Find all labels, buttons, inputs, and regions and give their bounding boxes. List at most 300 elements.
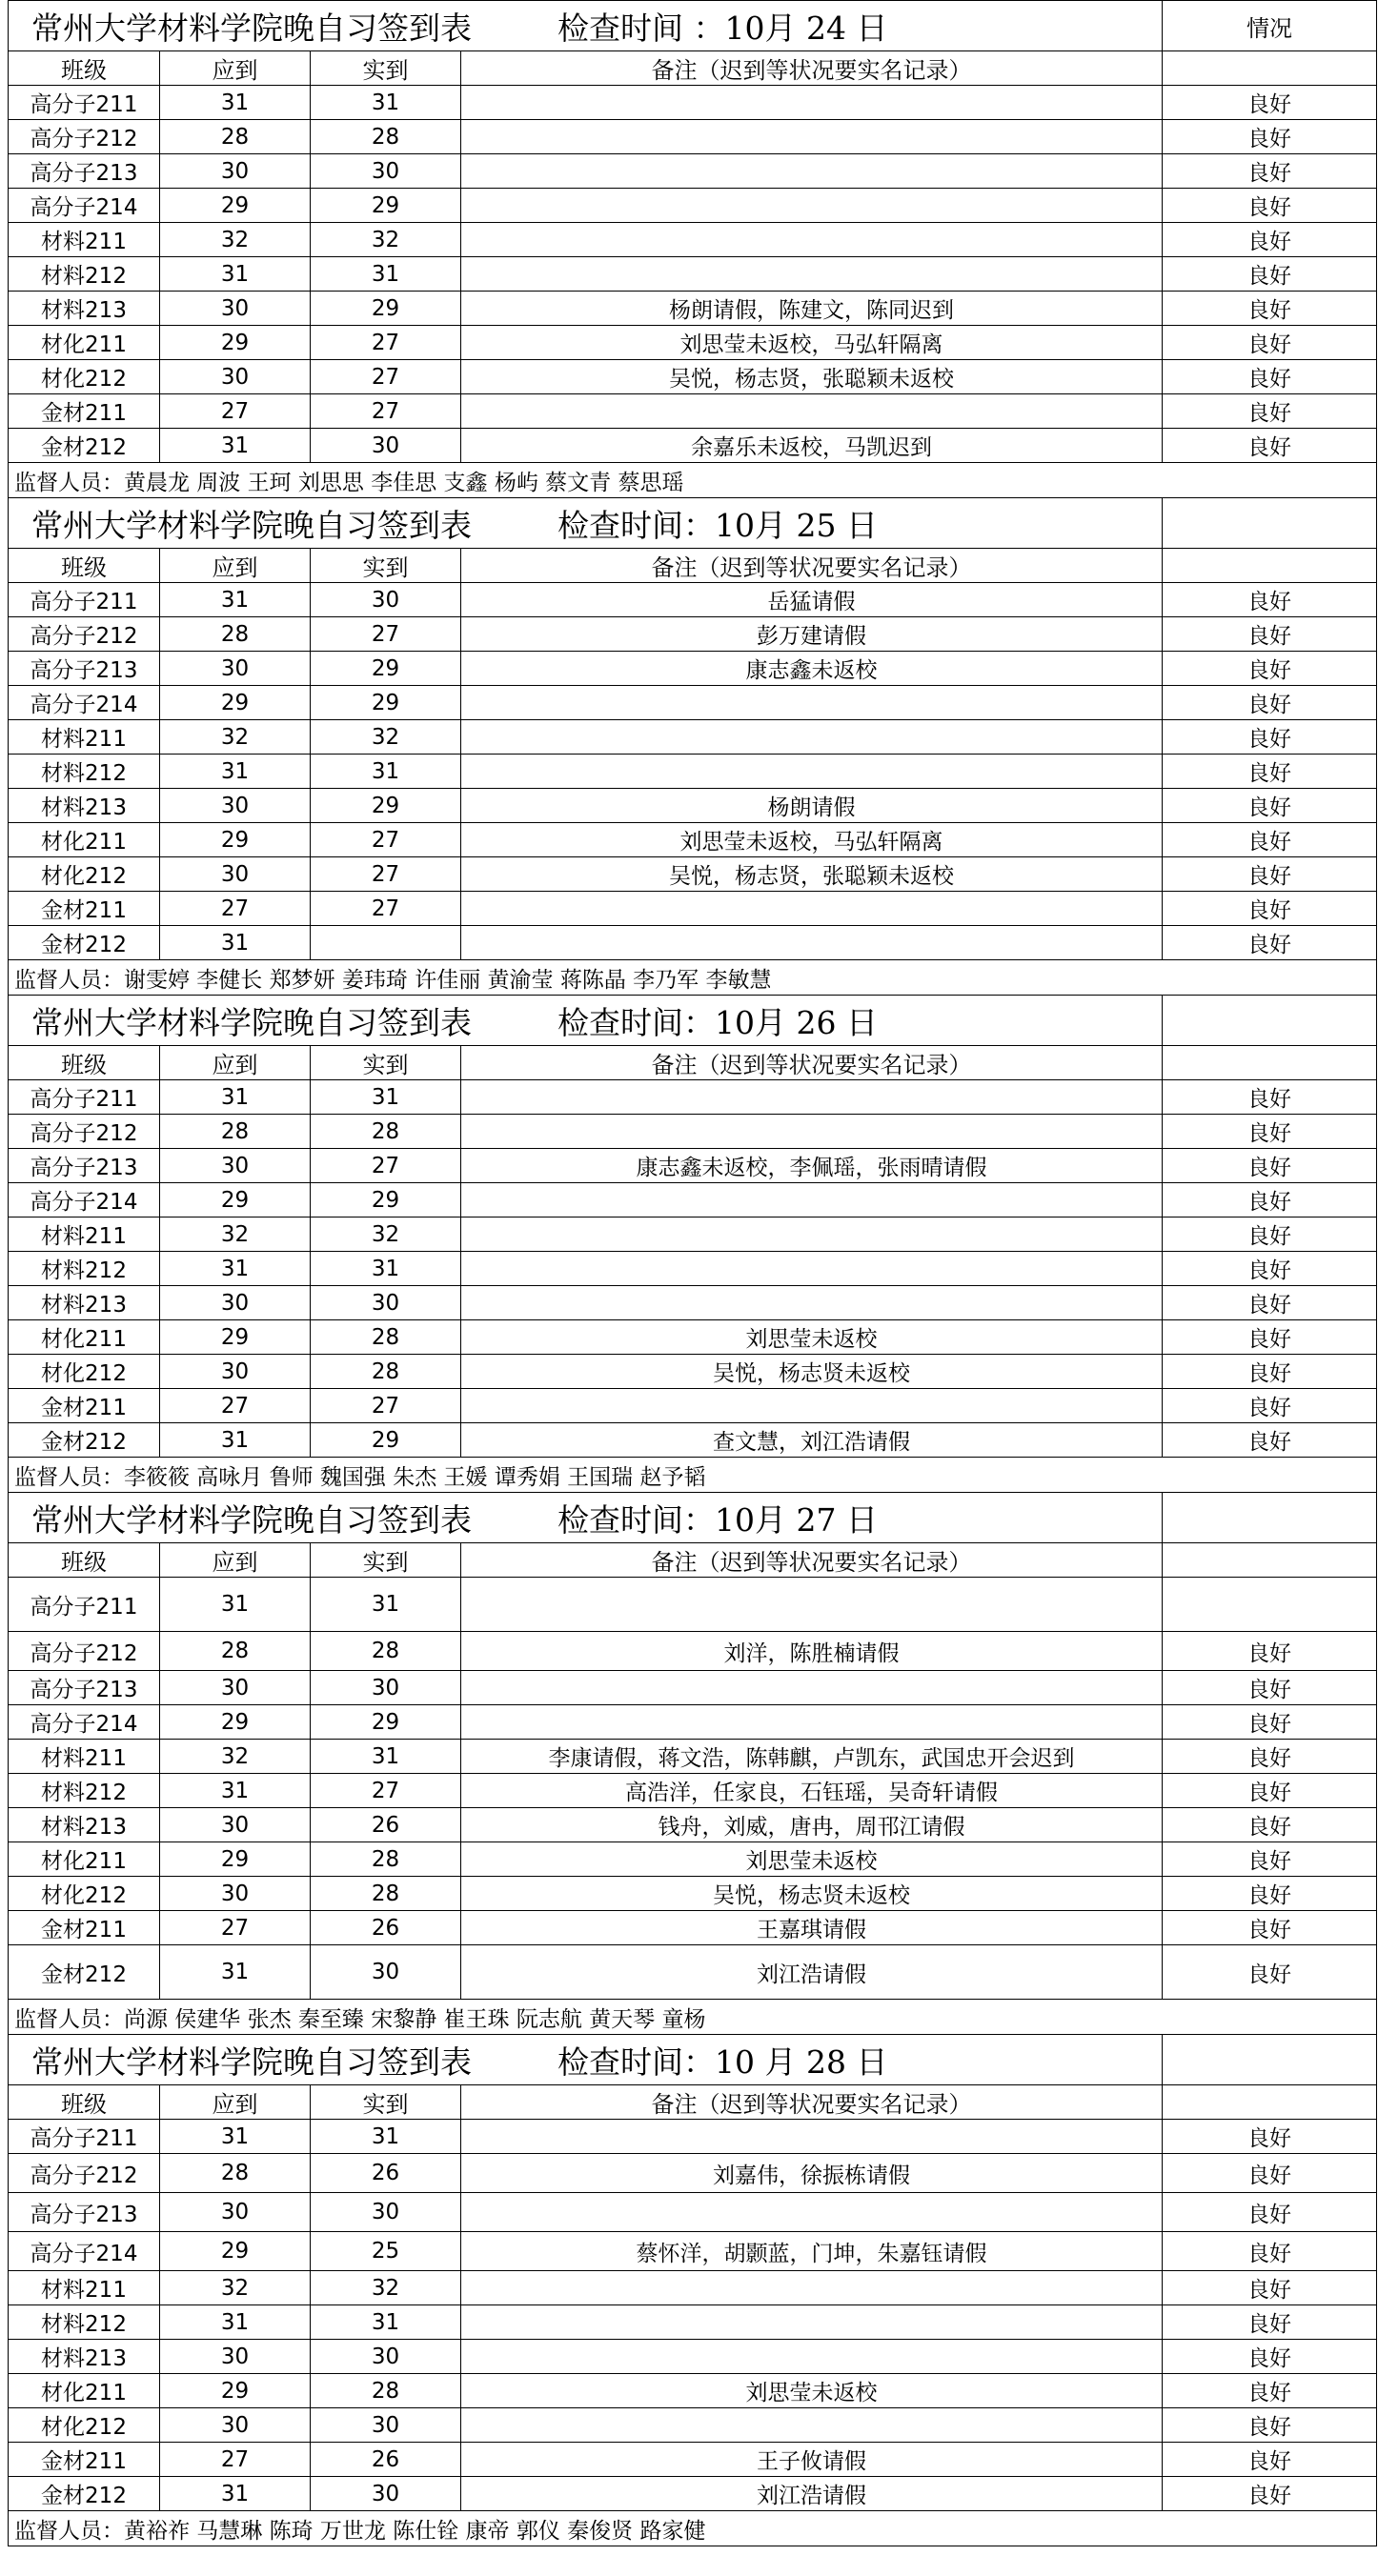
- header-status: [1163, 51, 1377, 86]
- status: 良好: [1163, 1115, 1377, 1149]
- status: 良好: [1163, 1911, 1377, 1945]
- table-row: [9, 2271, 1377, 2305]
- expected-count: 30: [160, 360, 311, 394]
- class-name: 材料212: [9, 1774, 160, 1808]
- actual-count: 31: [311, 1578, 461, 1632]
- expected-count: 29: [160, 1183, 311, 1218]
- remark: 杨朗请假，陈建文，陈同迟到: [461, 292, 1163, 326]
- expected-count: 31: [160, 2305, 311, 2340]
- status: 良好: [1163, 755, 1377, 789]
- status: 良好: [1163, 154, 1377, 189]
- expected-count: 30: [160, 292, 311, 326]
- table-row: [9, 1149, 1377, 1183]
- status: 良好: [1163, 926, 1377, 960]
- table-row: [9, 2305, 1377, 2340]
- class-name: 高分子211: [9, 86, 160, 120]
- header-expected: 应到: [160, 1543, 311, 1578]
- sheet-title-text: 常州大学材料学院晚自习签到表: [31, 2043, 472, 2081]
- class-name: 材料212: [9, 755, 160, 789]
- class-name: 材料212: [9, 257, 160, 292]
- remark: [461, 2271, 1163, 2305]
- remark: [461, 1286, 1163, 1320]
- class-name: 材料211: [9, 1218, 160, 1252]
- table-row: [9, 189, 1377, 223]
- status: 良好: [1163, 1183, 1377, 1218]
- remark: [461, 2120, 1163, 2154]
- remark: [461, 2340, 1163, 2374]
- table-row: [9, 1423, 1377, 1458]
- table-row: [9, 1774, 1377, 1808]
- class-name: 材料213: [9, 1808, 160, 1842]
- header-remark: 备注（迟到等状况要实名记录）: [461, 549, 1163, 583]
- class-name: 金材212: [9, 429, 160, 463]
- class-name: 金材211: [9, 1389, 160, 1423]
- class-name: 材化211: [9, 1842, 160, 1877]
- actual-count: 27: [311, 892, 461, 926]
- status: 良好: [1163, 789, 1377, 823]
- check-date: 检查时间：10月 26 日: [557, 1003, 878, 1041]
- class-name: 高分子214: [9, 686, 160, 720]
- status: 良好: [1163, 1320, 1377, 1355]
- actual-count: 27: [311, 823, 461, 857]
- status: 良好: [1163, 1808, 1377, 1842]
- expected-count: 31: [160, 1252, 311, 1286]
- remark: [461, 1115, 1163, 1149]
- supervisors: 监督人员：黄晨龙 周波 王珂 刘思思 李佳思 支鑫 杨屿 蔡文青 蔡思瑶: [9, 463, 1377, 498]
- check-date: 检查时间：10 月 28 日: [557, 2043, 888, 2081]
- remark: [461, 1252, 1163, 1286]
- expected-count: 31: [160, 2477, 311, 2511]
- actual-count: 27: [311, 394, 461, 429]
- header-remark: 备注（迟到等状况要实名记录）: [461, 51, 1163, 86]
- sheet-title-text: 常州大学材料学院晚自习签到表: [31, 1003, 472, 1041]
- remark: 高浩洋，任家良，石钰瑶，吴奇轩请假: [461, 1774, 1163, 1808]
- header-class: 班级: [9, 1046, 160, 1080]
- remark: 刘江浩请假: [461, 1945, 1163, 2000]
- expected-count: 31: [160, 2120, 311, 2154]
- sheet-title: [9, 2035, 1163, 2085]
- supervisors-row: [9, 2511, 1377, 2546]
- class-name: 材化212: [9, 360, 160, 394]
- remark: 蔡怀洋，胡颢蓝，门坤，朱嘉钰请假: [461, 2232, 1163, 2271]
- class-name: 高分子214: [9, 189, 160, 223]
- remark: [461, 2408, 1163, 2443]
- class-name: 高分子211: [9, 1080, 160, 1115]
- status-column-header: [1163, 996, 1377, 1046]
- expected-count: 27: [160, 394, 311, 429]
- remark: [461, 686, 1163, 720]
- remark: [461, 720, 1163, 755]
- check-date: 检查时间：10月 27 日: [557, 1500, 878, 1539]
- actual-count: 30: [311, 1945, 461, 2000]
- actual-count: 32: [311, 1218, 461, 1252]
- header-remark: 备注（迟到等状况要实名记录）: [461, 1046, 1163, 1080]
- table-row: [9, 1671, 1377, 1705]
- header-expected: 应到: [160, 549, 311, 583]
- remark: [461, 1183, 1163, 1218]
- actual-count: 31: [311, 86, 461, 120]
- class-name: 材化212: [9, 1355, 160, 1389]
- status: 良好: [1163, 1842, 1377, 1877]
- actual-count: 28: [311, 120, 461, 154]
- class-name: 高分子212: [9, 120, 160, 154]
- class-name: 材化212: [9, 2408, 160, 2443]
- class-name: 金材212: [9, 926, 160, 960]
- remark: [461, 257, 1163, 292]
- remark: [461, 1218, 1163, 1252]
- section-title-row: [9, 2035, 1377, 2085]
- class-name: 金材212: [9, 1423, 160, 1458]
- remark: [461, 892, 1163, 926]
- actual-count: 27: [311, 1774, 461, 1808]
- remark: [461, 154, 1163, 189]
- class-name: 高分子213: [9, 1149, 160, 1183]
- expected-count: 31: [160, 583, 311, 617]
- table-row: [9, 2374, 1377, 2408]
- class-name: 高分子213: [9, 1671, 160, 1705]
- status: 良好: [1163, 86, 1377, 120]
- status: 良好: [1163, 1705, 1377, 1740]
- expected-count: 29: [160, 823, 311, 857]
- actual-count: 30: [311, 583, 461, 617]
- actual-count: 26: [311, 1808, 461, 1842]
- actual-count: 26: [311, 1911, 461, 1945]
- table-header-row: [9, 1543, 1377, 1578]
- class-name: 材化212: [9, 1877, 160, 1911]
- expected-count: 31: [160, 926, 311, 960]
- sheet-title-text: 常州大学材料学院晚自习签到表: [31, 1500, 472, 1539]
- table-row: [9, 1183, 1377, 1218]
- actual-count: 30: [311, 429, 461, 463]
- table-row: [9, 223, 1377, 257]
- actual-count: 30: [311, 154, 461, 189]
- table-row: [9, 857, 1377, 892]
- header-status: [1163, 2085, 1377, 2120]
- status-column-header: [1163, 498, 1377, 549]
- table-row: [9, 1355, 1377, 1389]
- header-remark: 备注（迟到等状况要实名记录）: [461, 1543, 1163, 1578]
- sheet-title: [9, 1, 1163, 51]
- supervisors-row: [9, 2000, 1377, 2035]
- header-actual: 实到: [311, 549, 461, 583]
- table-row: [9, 1911, 1377, 1945]
- remark: 刘思莹未返校: [461, 2374, 1163, 2408]
- status: 良好: [1163, 1774, 1377, 1808]
- actual-count: 30: [311, 2340, 461, 2374]
- class-name: 材料213: [9, 292, 160, 326]
- remark: 刘思莹未返校，马弘轩隔离: [461, 326, 1163, 360]
- remark: 康志鑫未返校: [461, 652, 1163, 686]
- remark: 李康请假，蒋文浩，陈韩麒，卢凯东，武国忠开会迟到: [461, 1740, 1163, 1774]
- actual-count: 26: [311, 2443, 461, 2477]
- expected-count: 30: [160, 1671, 311, 1705]
- actual-count: 31: [311, 2120, 461, 2154]
- class-name: 材化211: [9, 823, 160, 857]
- header-status: [1163, 1046, 1377, 1080]
- expected-count: 28: [160, 1115, 311, 1149]
- remark: 彭万建请假: [461, 617, 1163, 652]
- table-row: [9, 2120, 1377, 2154]
- remark: [461, 755, 1163, 789]
- table-row: [9, 1705, 1377, 1740]
- class-name: 金材212: [9, 2477, 160, 2511]
- table-row: [9, 1877, 1377, 1911]
- status: 良好: [1163, 2154, 1377, 2193]
- remark: [461, 1671, 1163, 1705]
- supervisors-row: [9, 463, 1377, 498]
- actual-count: 28: [311, 1842, 461, 1877]
- remark: 吴悦，杨志贤未返校: [461, 1877, 1163, 1911]
- expected-count: 32: [160, 720, 311, 755]
- actual-count: 26: [311, 2154, 461, 2193]
- status: 良好: [1163, 892, 1377, 926]
- section-title-row: [9, 1, 1377, 51]
- actual-count: 27: [311, 326, 461, 360]
- table-header-row: [9, 1046, 1377, 1080]
- remark: 刘思莹未返校，马弘轩隔离: [461, 823, 1163, 857]
- expected-count: 29: [160, 326, 311, 360]
- expected-count: 31: [160, 429, 311, 463]
- expected-count: 31: [160, 1578, 311, 1632]
- table-row: [9, 2154, 1377, 2193]
- status: 良好: [1163, 1149, 1377, 1183]
- expected-count: 27: [160, 1389, 311, 1423]
- expected-count: 28: [160, 1632, 311, 1671]
- class-name: 金材211: [9, 1911, 160, 1945]
- actual-count: 31: [311, 2305, 461, 2340]
- table-row: [9, 2477, 1377, 2511]
- expected-count: 31: [160, 755, 311, 789]
- expected-count: 27: [160, 892, 311, 926]
- remark: [461, 1389, 1163, 1423]
- class-name: 高分子211: [9, 583, 160, 617]
- status: 良好: [1163, 257, 1377, 292]
- actual-count: 29: [311, 1705, 461, 1740]
- remark: [461, 189, 1163, 223]
- status: 良好: [1163, 1286, 1377, 1320]
- header-actual: 实到: [311, 1543, 461, 1578]
- expected-count: 29: [160, 686, 311, 720]
- class-name: 材料213: [9, 2340, 160, 2374]
- class-name: 高分子211: [9, 2120, 160, 2154]
- expected-count: 31: [160, 1080, 311, 1115]
- status: 良好: [1163, 2193, 1377, 2232]
- expected-count: 31: [160, 1423, 311, 1458]
- class-name: 材料213: [9, 1286, 160, 1320]
- actual-count: 29: [311, 292, 461, 326]
- expected-count: 31: [160, 1774, 311, 1808]
- remark: [461, 926, 1163, 960]
- remark: [461, 2193, 1163, 2232]
- class-name: 材料212: [9, 2305, 160, 2340]
- status: 良好: [1163, 1218, 1377, 1252]
- actual-count: 30: [311, 1671, 461, 1705]
- remark: 刘江浩请假: [461, 2477, 1163, 2511]
- remark: 康志鑫未返校，李佩瑶，张雨晴请假: [461, 1149, 1163, 1183]
- actual-count: 31: [311, 1080, 461, 1115]
- supervisors: 监督人员：谢雯婷 李健长 郑梦妍 姜玮琦 许佳丽 黄渝莹 蒋陈晶 李乃军 李敏慧: [9, 960, 1377, 996]
- remark: 吴悦，杨志贤未返校: [461, 1355, 1163, 1389]
- expected-count: 29: [160, 2374, 311, 2408]
- status: 良好: [1163, 2305, 1377, 2340]
- table-header-row: [9, 2085, 1377, 2120]
- header-class: 班级: [9, 51, 160, 86]
- class-name: 高分子213: [9, 652, 160, 686]
- table-row: [9, 1252, 1377, 1286]
- table-row: [9, 583, 1377, 617]
- header-status: [1163, 1543, 1377, 1578]
- status: 良好: [1163, 2477, 1377, 2511]
- expected-count: 28: [160, 120, 311, 154]
- actual-count: 28: [311, 1115, 461, 1149]
- status: 良好: [1163, 857, 1377, 892]
- table-row: [9, 823, 1377, 857]
- expected-count: 27: [160, 2443, 311, 2477]
- class-name: 材料211: [9, 1740, 160, 1774]
- table-row: [9, 1218, 1377, 1252]
- status: 良好: [1163, 292, 1377, 326]
- status: 良好: [1163, 1671, 1377, 1705]
- expected-count: 30: [160, 789, 311, 823]
- table-row: [9, 926, 1377, 960]
- actual-count: 30: [311, 2193, 461, 2232]
- header-actual: 实到: [311, 1046, 461, 1080]
- expected-count: 27: [160, 1911, 311, 1945]
- actual-count: 27: [311, 1149, 461, 1183]
- header-expected: 应到: [160, 1046, 311, 1080]
- remark: [461, 86, 1163, 120]
- sheet-title: [9, 996, 1163, 1046]
- actual-count: 27: [311, 1389, 461, 1423]
- class-name: 材料211: [9, 720, 160, 755]
- header-class: 班级: [9, 549, 160, 583]
- remark: 王子攸请假: [461, 2443, 1163, 2477]
- status: 良好: [1163, 652, 1377, 686]
- status: 良好: [1163, 1355, 1377, 1389]
- expected-count: 30: [160, 652, 311, 686]
- status: 良好: [1163, 1877, 1377, 1911]
- table-row: [9, 1740, 1377, 1774]
- class-name: 材化211: [9, 2374, 160, 2408]
- header-actual: 实到: [311, 2085, 461, 2120]
- class-name: 高分子212: [9, 617, 160, 652]
- class-name: 高分子213: [9, 2193, 160, 2232]
- table-row: [9, 292, 1377, 326]
- header-status: [1163, 549, 1377, 583]
- expected-count: 32: [160, 1740, 311, 1774]
- remark: 王嘉琪请假: [461, 1911, 1163, 1945]
- expected-count: 29: [160, 2232, 311, 2271]
- remark: 吴悦，杨志贤，张聪颖未返校: [461, 857, 1163, 892]
- class-name: 金材211: [9, 892, 160, 926]
- class-name: 高分子214: [9, 2232, 160, 2271]
- table-row: [9, 1578, 1377, 1632]
- actual-count: 32: [311, 2271, 461, 2305]
- sheet-title-text: 常州大学材料学院晚自习签到表: [31, 506, 472, 544]
- header-class: 班级: [9, 1543, 160, 1578]
- remark: [461, 120, 1163, 154]
- actual-count: 30: [311, 2408, 461, 2443]
- expected-count: 31: [160, 257, 311, 292]
- actual-count: 29: [311, 686, 461, 720]
- class-name: 材料211: [9, 2271, 160, 2305]
- remark: [461, 2305, 1163, 2340]
- class-name: 高分子212: [9, 2154, 160, 2193]
- expected-count: 30: [160, 154, 311, 189]
- remark: 刘嘉伟，徐振栋请假: [461, 2154, 1163, 2193]
- section-title-row: [9, 996, 1377, 1046]
- sheet-title-text: 常州大学材料学院晚自习签到表: [31, 9, 472, 47]
- remark: 刘思莹未返校: [461, 1320, 1163, 1355]
- table-row: [9, 257, 1377, 292]
- table-row: [9, 429, 1377, 463]
- attendance-table: [8, 0, 1377, 2546]
- remark: 刘思莹未返校: [461, 1842, 1163, 1877]
- remark: 余嘉乐未返校，马凯迟到: [461, 429, 1163, 463]
- table-row: [9, 2193, 1377, 2232]
- header-class: 班级: [9, 2085, 160, 2120]
- header-remark: 备注（迟到等状况要实名记录）: [461, 2085, 1163, 2120]
- table-row: [9, 2408, 1377, 2443]
- status: 良好: [1163, 1389, 1377, 1423]
- status: 良好: [1163, 1740, 1377, 1774]
- actual-count: 29: [311, 189, 461, 223]
- status-column-header: 情况: [1163, 1, 1377, 51]
- section-title-row: [9, 498, 1377, 549]
- status-column-header: [1163, 1493, 1377, 1543]
- expected-count: 28: [160, 2154, 311, 2193]
- expected-count: 31: [160, 1945, 311, 2000]
- class-name: 材化212: [9, 857, 160, 892]
- class-name: 材化211: [9, 1320, 160, 1355]
- actual-count: 29: [311, 652, 461, 686]
- actual-count: 25: [311, 2232, 461, 2271]
- table-row: [9, 1842, 1377, 1877]
- actual-count: 29: [311, 1423, 461, 1458]
- status: 良好: [1163, 1423, 1377, 1458]
- table-row: [9, 1808, 1377, 1842]
- table-row: [9, 1115, 1377, 1149]
- section-title-row: [9, 1493, 1377, 1543]
- expected-count: 29: [160, 1320, 311, 1355]
- status: 良好: [1163, 2120, 1377, 2154]
- expected-count: 29: [160, 1842, 311, 1877]
- remark: 钱舟，刘威，唐冉，周邗江请假: [461, 1808, 1163, 1842]
- remark: [461, 394, 1163, 429]
- remark: 杨朗请假: [461, 789, 1163, 823]
- expected-count: 30: [160, 1286, 311, 1320]
- actual-count: 29: [311, 1183, 461, 1218]
- table-row: [9, 617, 1377, 652]
- remark: [461, 1578, 1163, 1632]
- table-row: [9, 120, 1377, 154]
- actual-count: 30: [311, 1286, 461, 1320]
- table-row: [9, 1945, 1377, 2000]
- actual-count: 28: [311, 1877, 461, 1911]
- actual-count: 31: [311, 257, 461, 292]
- table-row: [9, 154, 1377, 189]
- expected-count: 28: [160, 617, 311, 652]
- status: 良好: [1163, 686, 1377, 720]
- class-name: 金材211: [9, 2443, 160, 2477]
- table-row: [9, 1389, 1377, 1423]
- supervisors: 监督人员：李筱筱 高咏月 鲁师 魏国强 朱杰 王媛 谭秀娟 王国瑞 赵予韬: [9, 1458, 1377, 1493]
- check-date: 检查时间 ：10月 24 日: [557, 9, 888, 47]
- expected-count: 32: [160, 2271, 311, 2305]
- class-name: 高分子213: [9, 154, 160, 189]
- actual-count: 30: [311, 2477, 461, 2511]
- table-row: [9, 686, 1377, 720]
